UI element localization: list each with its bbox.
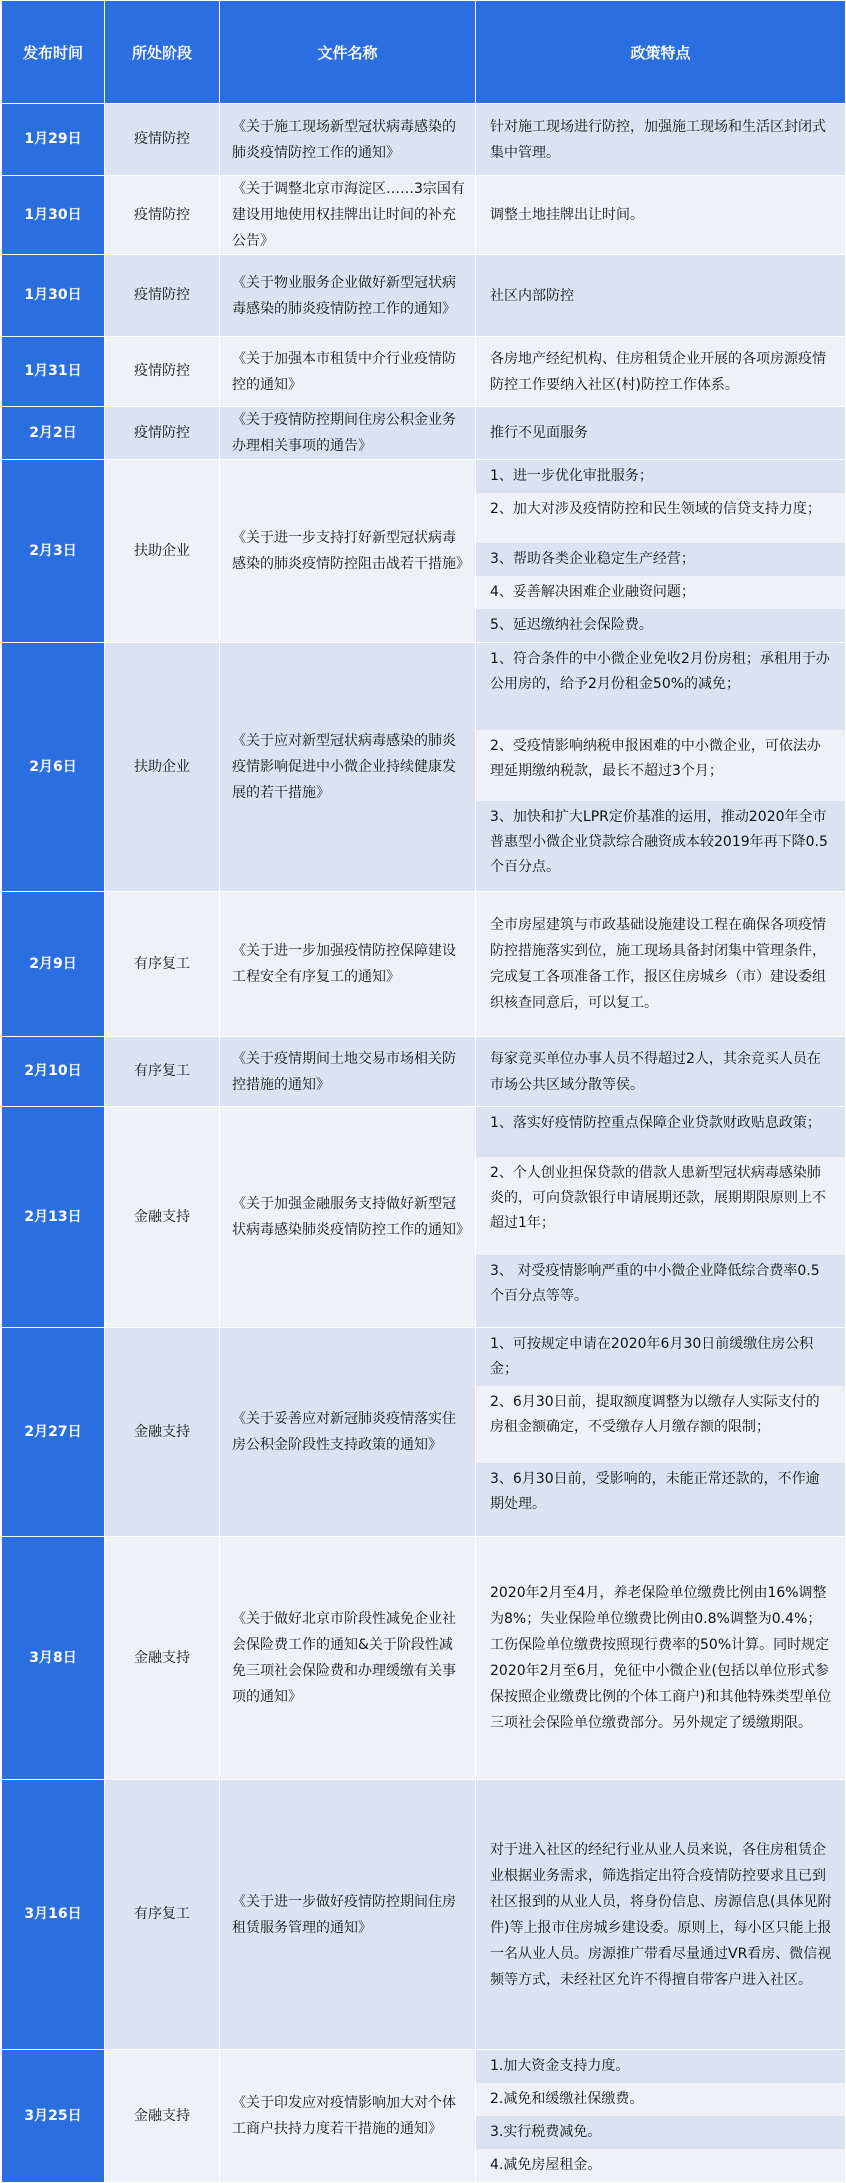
cell-date: 3月8日 <box>2 1537 105 1780</box>
feature-item: 1、落实好疫情防控重点保障企业贷款财政贴息政策； <box>476 1107 845 1157</box>
cell-stage: 疫情防控 <box>105 176 220 255</box>
cell-document-name: 《关于做好北京市阶段性减免企业社会保险费工作的通知&关于阶段性减免三项社会保险费和办理缓缴有关事项的通知》 <box>220 1537 476 1780</box>
cell-policy-feature <box>476 460 846 643</box>
cell-policy-feature <box>476 176 846 255</box>
policy-table <box>1 0 846 2183</box>
cell-policy-feature <box>476 407 846 460</box>
cell-stage: 疫情防控 <box>105 255 220 337</box>
cell-document-name: 《关于印发应对疫情影响加大对个体工商户扶持力度若干措施的通知》 <box>220 2050 476 2183</box>
cell-stage: 扶助企业 <box>105 643 220 892</box>
feature-item: 3、帮助各类企业稳定生产经营； <box>476 543 845 576</box>
feature-item: 2、受疫情影响纳税申报困难的中小微企业，可依法办理延期缴纳税款，最长不超过3个月； <box>476 730 845 801</box>
feature-item: 1.加大资金支持力度。 <box>476 2050 845 2083</box>
cell-date: 1月30日 <box>2 255 105 337</box>
cell-stage: 疫情防控 <box>105 104 220 176</box>
cell-stage: 金融支持 <box>105 1328 220 1537</box>
table-row <box>2 643 846 892</box>
table-row <box>2 255 846 337</box>
cell-date: 3月16日 <box>2 1780 105 2050</box>
cell-date: 2月27日 <box>2 1328 105 1537</box>
feature-item: 2、加大对涉及疫情防控和民生领域的信贷支持力度； <box>476 493 845 543</box>
header-doc: 文件名称 <box>220 1 476 104</box>
cell-date: 2月6日 <box>2 643 105 892</box>
cell-date: 3月25日 <box>2 2050 105 2183</box>
header-row <box>2 1 846 104</box>
cell-policy-feature <box>476 892 846 1037</box>
cell-document-name: 《关于物业服务企业做好新型冠状病毒感染的肺炎疫情防控工作的通知》 <box>220 255 476 337</box>
cell-document-name: 《关于施工现场新型冠状病毒感染的肺炎疫情防控工作的通知》 <box>220 104 476 176</box>
cell-document-name: 《关于加强本市租赁中介行业疫情防控的通知》 <box>220 337 476 407</box>
feature-text: 针对施工现场进行防控，加强施工现场和生活区封闭式集中管理。 <box>490 118 826 161</box>
feature-item: 2、个人创业担保贷款的借款人患新型冠状病毒感染肺炎的，可向贷款银行申请展期还款，展期期限原则上不超过1年； <box>476 1157 845 1255</box>
cell-stage: 金融支持 <box>105 1107 220 1328</box>
cell-stage: 金融支持 <box>105 2050 220 2183</box>
table-row <box>2 337 846 407</box>
feature-text: 各房地产经纪机构、住房租赁企业开展的各项房源疫情防控工作要纳入社区(村)防控工作体系。 <box>490 350 826 393</box>
feature-item: 3.实行税费减免。 <box>476 2116 845 2149</box>
table-row <box>2 104 846 176</box>
cell-document-name: 《关于进一步支持打好新型冠状病毒感染的肺炎疫情防控阻击战若干措施》 <box>220 460 476 643</box>
feature-item: 1、可按规定申请在2020年6月30日前缓缴住房公积金； <box>476 1328 845 1386</box>
feature-item: 2.减免和缓缴社保缴费。 <box>476 2083 845 2116</box>
feature-text: 对于进入社区的经纪行业从业人员来说，各住房租赁企业根据业务需求，筛选指定出符合疫情防控要求且已到社区报到的从业人员，将身份信息、房源信息(具体见附件)等上报市住房城乡建设委。原则上，每小区只能上报一名从业人员。房源推广带看尽量通过VR看房、微信视频等方式，未经社区允许不得擅自带客户进入社区。 <box>490 1841 832 1988</box>
cell-stage: 疫情防控 <box>105 407 220 460</box>
feature-item: 1、进一步优化审批服务； <box>476 460 845 493</box>
cell-stage: 扶助企业 <box>105 460 220 643</box>
feature-text: 调整土地挂牌出让时间。 <box>490 207 644 223</box>
feature-item: 5、延迟缴纳社会保险费。 <box>476 609 845 642</box>
table-row <box>2 1537 846 1780</box>
table-row <box>2 1037 846 1107</box>
table-row <box>2 892 846 1037</box>
feature-item: 3、 对受疫情影响严重的中小微企业降低综合费率0.5个百分点等等。 <box>476 1255 845 1327</box>
cell-document-name: 《关于进一步做好疫情防控期间住房租赁服务管理的通知》 <box>220 1780 476 2050</box>
feature-item: 3、6月30日前，受影响的，未能正常还款的，不作逾期处理。 <box>476 1463 845 1536</box>
cell-date: 1月31日 <box>2 337 105 407</box>
cell-policy-feature <box>476 1328 846 1537</box>
cell-date: 2月3日 <box>2 460 105 643</box>
header-feature: 政策特点 <box>476 1 846 104</box>
cell-policy-feature <box>476 1537 846 1780</box>
cell-document-name: 《关于妥善应对新冠肺炎疫情落实住房公积金阶段性支持政策的通知》 <box>220 1328 476 1537</box>
cell-document-name: 《关于疫情期间土地交易市场相关防控措施的通知》 <box>220 1037 476 1107</box>
feature-item: 4.减免房屋租金。 <box>476 2149 845 2182</box>
cell-policy-feature <box>476 1780 846 2050</box>
feature-text: 社区内部防控 <box>490 287 574 304</box>
cell-policy-feature <box>476 255 846 337</box>
feature-text: 全市房屋建筑与市政基础设施建设工程在确保各项疫情防控措施落实到位，施工现场具备封闭集中管理条件，完成复工各项准备工作，报区住房城乡（市）建设委组织核查同意后，可以复工。 <box>490 917 826 1011</box>
cell-policy-feature <box>476 643 846 892</box>
cell-document-name: 《关于疫情防控期间住房公积金业务办理相关事项的通告》 <box>220 407 476 460</box>
cell-stage: 有序复工 <box>105 892 220 1037</box>
cell-document-name: 《关于应对新型冠状病毒感染的肺炎疫情影响促进中小微企业持续健康发展的若干措施》 <box>220 643 476 892</box>
feature-item: 3、加快和扩大LPR定价基准的运用，推动2020年全市普惠型小微企业贷款综合融资成本较2019年再下降0.5个百分点。 <box>476 801 845 891</box>
cell-document-name: 《关于调整北京市海淀区……3宗国有建设用地使用权挂牌出让时间的补充公告》 <box>220 176 476 255</box>
cell-date: 1月30日 <box>2 176 105 255</box>
cell-policy-feature <box>476 1107 846 1328</box>
table-row <box>2 1780 846 2050</box>
feature-item: 4、妥善解决困难企业融资问题； <box>476 576 845 609</box>
cell-date: 2月2日 <box>2 407 105 460</box>
table-row <box>2 407 846 460</box>
feature-text: 推行不见面服务 <box>490 425 588 441</box>
header-date: 发布时间 <box>2 1 105 104</box>
cell-stage: 有序复工 <box>105 1780 220 2050</box>
cell-date: 1月29日 <box>2 104 105 176</box>
cell-stage: 有序复工 <box>105 1037 220 1107</box>
cell-date: 2月13日 <box>2 1107 105 1328</box>
cell-document-name: 《关于加强金融服务支持做好新型冠状病毒感染肺炎疫情防控工作的通知》 <box>220 1107 476 1328</box>
feature-item: 2、6月30日前，提取额度调整为以缴存人实际支付的房租金额确定，不受缴存人月缴存额的限制； <box>476 1386 845 1463</box>
cell-date: 2月10日 <box>2 1037 105 1107</box>
cell-stage: 金融支持 <box>105 1537 220 1780</box>
cell-stage: 疫情防控 <box>105 337 220 407</box>
table-row <box>2 460 846 643</box>
cell-policy-feature <box>476 104 846 176</box>
cell-policy-feature <box>476 1037 846 1107</box>
cell-document-name: 《关于进一步加强疫情防控保障建设工程安全有序复工的通知》 <box>220 892 476 1037</box>
feature-text: 2020年2月至4月，养老保险单位缴费比例由16%调整为8%；失业保险单位缴费比例由0.8%调整为0.4%；工伤保险单位缴费按照现行费率的50%计算。同时规定2020年2月至6月，免征中小微企业(包括以单位形式参保按照企业缴费比例的个体工商户)和其他特殊类型单位三项社会保险单位缴费部分。另外规定了缓缴期限。 <box>490 1585 832 1731</box>
cell-policy-feature <box>476 2050 846 2183</box>
table-row <box>2 2050 846 2183</box>
cell-date: 2月9日 <box>2 892 105 1037</box>
table-row <box>2 1107 846 1328</box>
header-stage: 所处阶段 <box>105 1 220 104</box>
cell-policy-feature <box>476 337 846 407</box>
table-row <box>2 1328 846 1537</box>
feature-item: 1、符合条件的中小微企业免收2月份房租；承租用于办公用房的，给予2月份租金50%的减免； <box>476 643 845 730</box>
table-row <box>2 176 846 255</box>
feature-text: 每家竞买单位办事人员不得超过2人，其余竞买人员在市场公共区域分散等侯。 <box>490 1050 821 1093</box>
table-body <box>2 104 846 2183</box>
